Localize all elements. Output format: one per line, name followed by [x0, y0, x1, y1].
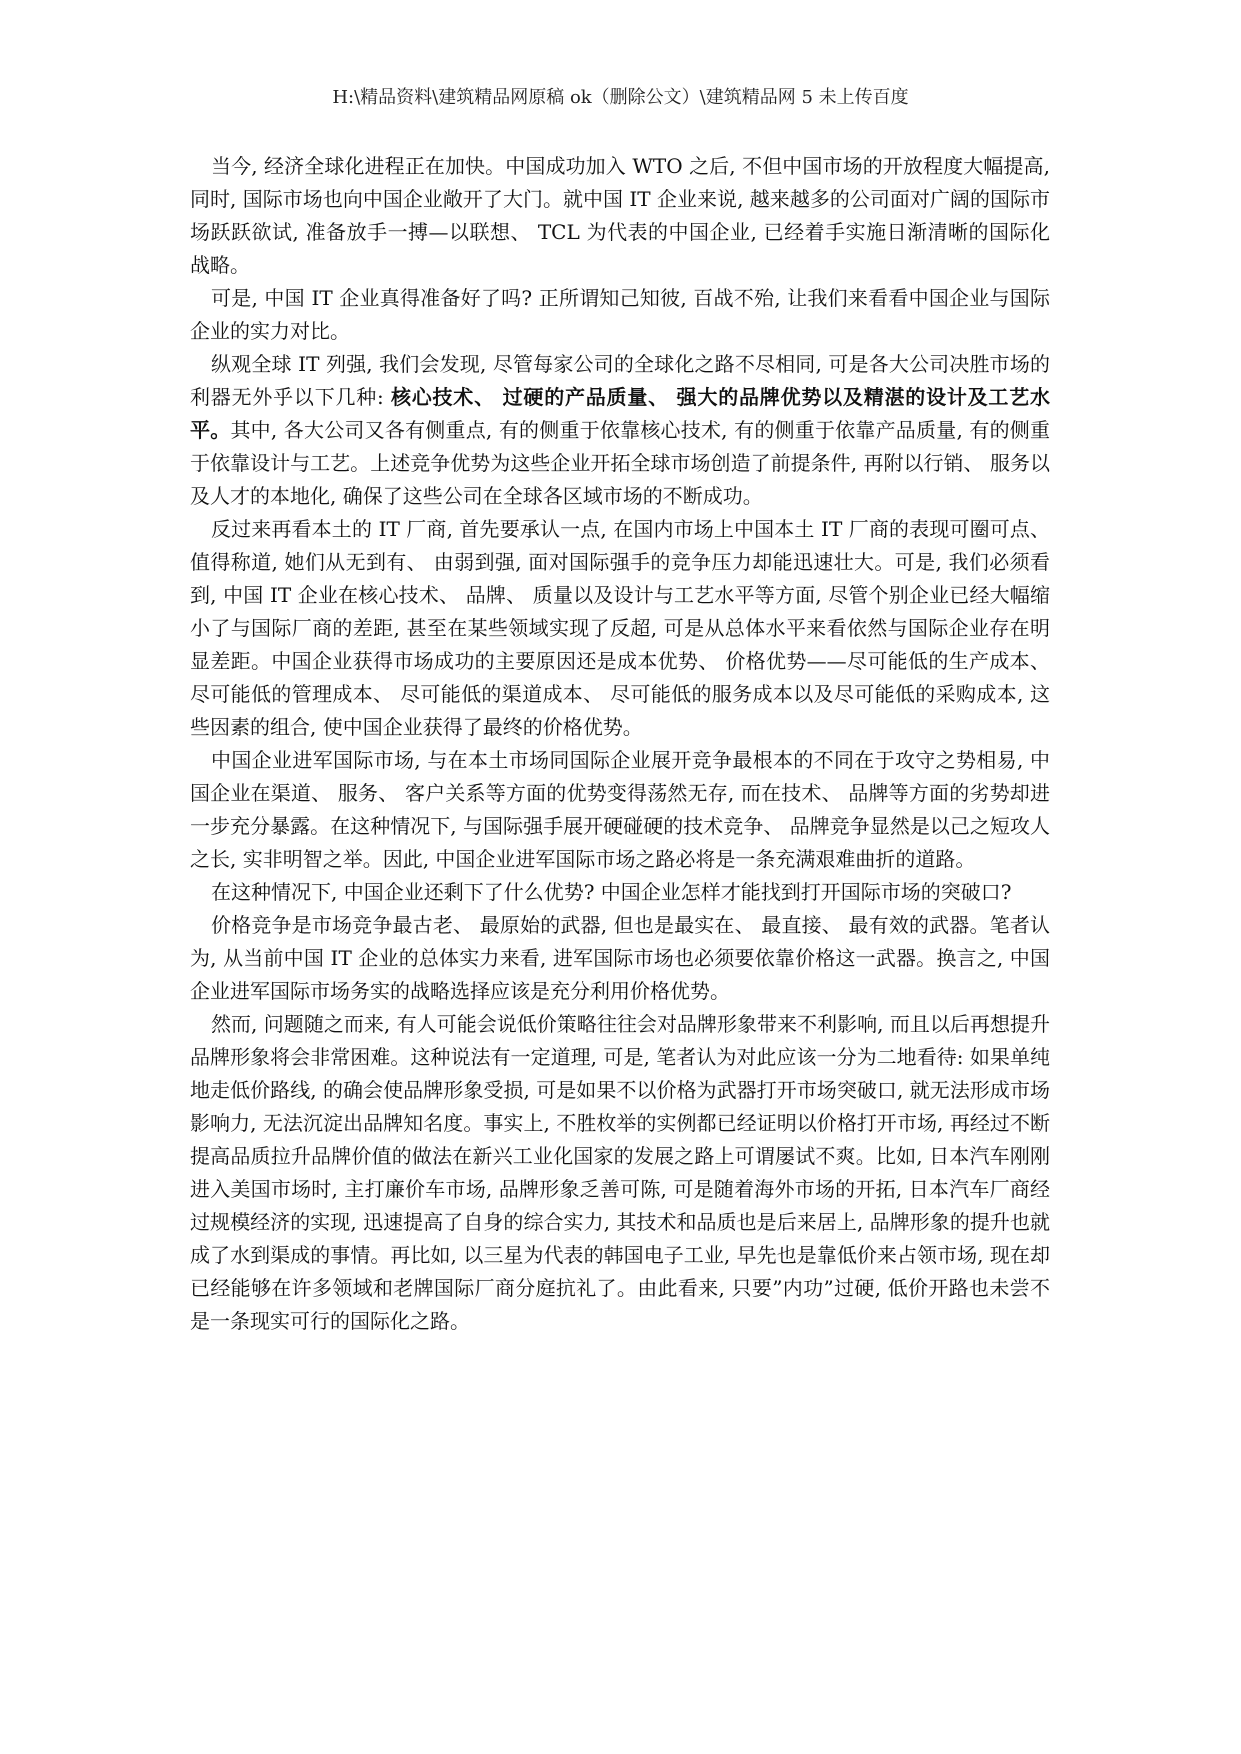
paragraph-5: 中国企业进军国际市场, 与在本土市场同国际企业展开竞争最根本的不同在于攻守之势相易, 中国企业在渠道、 服务、 客户关系等方面的优势变得荡然无存, 而在技术、 品牌等方面的劣势却进一步充分暴露。在这种情况下, 与国际强手展开硬碰硬的技术竞争、 品牌竞争显然是以己之短攻人之长, 实非明智之举。因此, 中国企业进军国际市场之路必将是一条充满艰难曲折的道路。 [190, 748, 1050, 871]
document-body [190, 150, 1050, 1338]
paragraph-4: 反过来再看本土的 IT 厂商, 首先要承认一点, 在国内市场上中国本土 IT 厂商的表现可圈可点、 值得称道, 她们从无到有、 由弱到强, 面对国际强手的竞争压力却能迅速壮大。可是, 我们必须看到, 中国 IT 企业在核心技术、 品牌、 质量以及设计与工艺水平等方面, 尽管个别企业已经大幅缩小了与国际厂商的差距, 甚至在某些领域实现了反超, 可是从总体水平来看依然与国际企业存在明显差距。中国企业获得市场成功的主要原因还是成本优势、 价格优势——尽可能低的生产成本、 尽可能低的管理成本、 尽可能低的渠道成本、 尽可能低的服务成本以及尽可能低的采购成本, 这些因素的组合, 使中国企业获得了最终的价格优势。 [190, 517, 1050, 739]
paragraph-7: 价格竞争是市场竞争最古老、 最原始的武器, 但也是最实在、 最直接、 最有效的武器。笔者认为, 从当前中国 IT 企业的总体实力来看, 进军国际市场也必须要依靠价格这一武器。换言之, 中国企业进军国际市场务实的战略选择应该是充分利用价格优势。 [190, 913, 1050, 1003]
paragraph-3-lead: 纵观全球 IT 列强, 我们会发现, 尽管每家公司的全球化之路不尽相同, 可是各大公司决胜市场的利器无外乎以下几种: [190, 352, 1050, 409]
paragraph-2: 可是, 中国 IT 企业真得准备好了吗? 正所谓知己知彼, 百战不殆, 让我们来看看中国企业与国际企业的实力对比。 [190, 286, 1050, 343]
paragraph-6: 在这种情况下, 中国企业还剩下了什么优势? 中国企业怎样才能找到打开国际市场的突破口? [211, 880, 1012, 904]
paragraph-1: 当今, 经济全球化进程正在加快。中国成功加入 WTO 之后, 不但中国市场的开放程度大幅提高, 同时, 国际市场也向中国企业敞开了大门。就中国 IT 企业来说, 越来越多的公司面对广阔的国际市场跃跃欲试, 准备放手一搏—以联想、 TCL 为代表的中国企业, 已经着手实施日渐清晰的国际化战略。 [190, 154, 1050, 277]
page-header-path: H:\精品资料\建筑精品网原稿 ok（删除公文）\建筑精品网 5 未上传百度 [332, 87, 909, 108]
paragraph-3-bold-emphasis: 核心技术、 过硬的产品质量、 强大的品牌优势以及精湛的设计及工艺水平。 [190, 385, 1050, 442]
paragraph-3-rest: 其中, 各大公司又各有侧重点, 有的侧重于依靠核心技术, 有的侧重于依靠产品质量, 有的侧重于依靠设计与工艺。上述竞争优势为这些企业开拓全球市场创造了前提条件, 再附以行销、 服务以及人才的本地化, 确保了这些公司在全球各区域市场的不断成功。 [190, 418, 1051, 508]
paragraph-8: 然而, 问题随之而来, 有人可能会说低价策略往往会对品牌形象带来不利影响, 而且以后再想提升品牌形象将会非常困难。这种说法有一定道理, 可是, 笔者认为对此应该一分为二地看待: 如果单纯地走低价路线, 的确会使品牌形象受损, 可是如果不以价格为武器打开市场突破口, 就无法形成市场影响力, 无法沉淀出品牌知名度。事实上, 不胜枚举的实例都已经证明以价格打开市场, 再经过不断提高品质拉升品牌价值的做法在新兴工业化国家的发展之路上可谓屡试不爽。比如, 日本汽车刚刚进入美国市场时, 主打廉价车市场, 品牌形象乏善可陈, 可是随着海外市场的开拓, 日本汽车厂商经过规模经济的实现, 迅速提高了自身的综合实力, 其技术和品质也是后来居上, 品牌形象的提升也就成了水到渠成的事情。再比如, 以三星为代表的韩国电子工业, 早先也是靠低价来占领市场, 现在却已经能够在许多领域和老牌国际厂商分庭抗礼了。由此看来, 只要”内功”过硬, 低价开路也未尝不是一条现实可行的国际化之路。 [190, 1012, 1050, 1333]
paragraph-3 [190, 348, 1050, 513]
